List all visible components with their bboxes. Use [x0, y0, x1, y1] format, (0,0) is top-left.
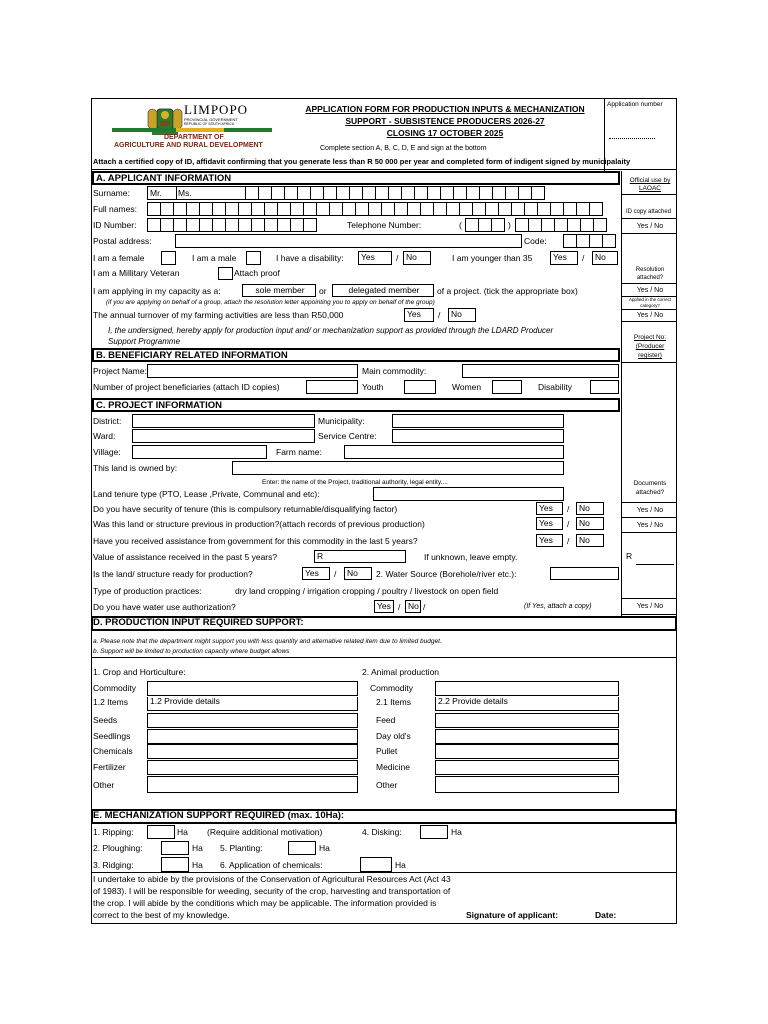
ploughing-ha: Ha: [192, 843, 203, 853]
id-number-label: ID Number:: [93, 220, 137, 230]
note-a: a. Please note that the department might support you with less quantity and alternative related item due to limited budget.: [93, 638, 442, 645]
unknown-label: If unknown, leave empty.: [424, 552, 518, 562]
chemicals-app-input[interactable]: [360, 857, 392, 872]
resolution-yes-no[interactable]: Yes / No: [636, 287, 664, 294]
district-label: District:: [93, 416, 122, 426]
slash: /: [423, 602, 426, 612]
slash: /: [567, 519, 570, 529]
value-assist-input[interactable]: R: [314, 550, 406, 563]
side-r-label: R: [626, 551, 633, 561]
application-number-field[interactable]: [609, 136, 655, 139]
side-line: [622, 309, 677, 310]
documents-yes-no-2[interactable]: Yes / No: [636, 522, 664, 529]
ripping-label: 1. Ripping:: [93, 827, 134, 837]
attach-proof-label: Attach proof: [234, 268, 280, 278]
youth-label: Youth: [362, 382, 384, 392]
closing-date: CLOSING 17 OCTOBER 2025: [386, 128, 504, 138]
animal-item-feed: Feed: [376, 715, 396, 725]
ripping-ha: Ha: [177, 827, 188, 837]
veteran-label: I am a Millitary Veteran: [93, 268, 180, 278]
animal-other-input[interactable]: [435, 776, 619, 793]
animal-commodity-input[interactable]: [435, 681, 619, 696]
assistance-label: Have you received assistance from government for this commodity in the last 5 years?: [93, 536, 418, 546]
official-use-label: Official use by: [629, 177, 671, 184]
slash: /: [438, 310, 441, 320]
form-title-line2: SUPPORT - SUBSISTENCE PRODUCERS 2026-27: [345, 116, 545, 126]
turnover-no[interactable]: No: [448, 308, 476, 322]
crop-item-fertilizer: Fertilizer: [93, 762, 126, 772]
animal-commodity-label: Commodity: [370, 683, 413, 693]
side-line: [622, 233, 677, 234]
crop-item-chemicals: Chemicals: [93, 746, 133, 756]
planting-input[interactable]: [288, 841, 316, 855]
section-b-title: B. BENEFICIARY RELATED INFORMATION: [92, 348, 620, 362]
ridging-ha: Ha: [192, 860, 203, 870]
note-b: b. Support will be limited to production capacity where budget allows: [93, 648, 290, 655]
undertaking-line2: of 1983). I will be responsible for weeding, security of the crop, harvesting and transportation of: [93, 886, 451, 896]
header-bottom-line: [91, 169, 677, 170]
resolution-label-1: Resolution: [635, 267, 665, 273]
slash: /: [396, 253, 399, 263]
side-line: [622, 598, 677, 599]
flag-stripe: [112, 128, 272, 132]
tenure-type-input[interactable]: [373, 487, 564, 501]
service-centre-input[interactable]: [392, 429, 564, 443]
turnover-label: The annual turnover of my farming activities are less than R50,000: [93, 310, 344, 320]
side-line: [622, 194, 677, 195]
male-label: I am a male: [192, 253, 237, 263]
animal-item-medicine: Medicine: [376, 762, 411, 772]
id-copy-label: ID copy attached: [626, 209, 672, 215]
applied-correct-1: Applied in the correct: [628, 297, 672, 302]
org-sub1: PROVINCIAL GOVERNMENT: [184, 117, 238, 122]
ward-input[interactable]: [132, 429, 315, 443]
water-auth-label: Do you have water use authorization?: [93, 602, 236, 612]
code-label: Code:: [524, 236, 547, 246]
crop-chemicals-input[interactable]: [147, 744, 358, 759]
or-label: or: [319, 286, 327, 296]
water-auth-yes-no[interactable]: Yes / No: [636, 603, 664, 610]
section-d-title: D. PRODUCTION INPUT REQUIRED SUPPORT:: [93, 617, 304, 628]
ready-label: Is the land/ structure ready for production?: [93, 569, 253, 579]
animal-day-olds-input[interactable]: [435, 729, 619, 744]
previous-yes[interactable]: Yes: [536, 517, 563, 530]
section-e-title: E. MECHANIZATION SUPPORT REQUIRED (max. 10Ha):: [93, 810, 345, 821]
animal-medicine-input[interactable]: [435, 760, 619, 775]
if-yes-note: (If Yes, attach a copy): [524, 603, 592, 610]
date-field[interactable]: [620, 918, 670, 920]
undertaking-line1: I undertake to abide by the provisions of the Conservation of Agricultural Resources Act (Act 43: [93, 874, 451, 884]
municipality-input[interactable]: [392, 414, 564, 428]
women-label: Women: [452, 382, 482, 392]
documents-label-1: Documents: [633, 480, 667, 487]
surname-boxes[interactable]: [147, 186, 544, 200]
main-commodity-input[interactable]: [462, 364, 619, 378]
declaration-line1: I, the undersigned, hereby apply for production input and/ or mechanization support as provided through the LDARD Producer: [108, 326, 554, 335]
ploughing-input[interactable]: [161, 841, 189, 855]
turnover-yes[interactable]: Yes: [404, 308, 434, 322]
enter-name-hint: Enter: the name of the Project, traditional authority, legal entity....: [262, 479, 448, 486]
practices-options[interactable]: dry land cropping / irrigation cropping / poultry / livestock on open field: [235, 586, 499, 596]
animal-feed-input[interactable]: [435, 713, 619, 728]
district-input[interactable]: [132, 414, 315, 428]
animal-pullet-input[interactable]: [435, 744, 619, 759]
disking-input[interactable]: [420, 825, 448, 839]
practices-label: Type of production practices:: [93, 586, 202, 596]
documents-label-2: attached?: [635, 489, 665, 496]
tel-number-boxes[interactable]: [515, 218, 606, 232]
section-e-bottom-line: [91, 872, 677, 873]
section-a-title: A. APPLICANT INFORMATION: [92, 171, 620, 185]
animal-item-pullet: Pullet: [376, 746, 398, 756]
slash: /: [334, 569, 337, 579]
project-no-3: register): [638, 352, 662, 359]
side-line: [622, 532, 677, 533]
project-no-1: Project No:: [633, 334, 667, 341]
org-sub2: REPUBLIC OF SOUTH AFRICA: [184, 122, 235, 126]
org-name: LIMPOPO: [184, 102, 249, 117]
of-project-label: of a project. (tick the appropriate box): [437, 286, 578, 296]
crop-details-header: 1.2 Provide details: [147, 697, 358, 711]
section-d-note-line: [91, 657, 677, 658]
dept-line1: DEPARTMENT OF: [164, 134, 224, 141]
animal-item-other: Other: [376, 780, 398, 790]
side-panel-divider: [621, 171, 622, 617]
animal-details-header: 2.2 Provide details: [435, 697, 619, 711]
previous-no[interactable]: No: [576, 517, 604, 530]
crop-commodity-label: Commodity: [93, 683, 136, 693]
side-line: [622, 321, 677, 322]
crop-fertilizer-input[interactable]: [147, 760, 358, 775]
main-commodity-label: Main commodity:: [362, 366, 427, 376]
postal-input[interactable]: [175, 234, 522, 248]
project-name-label: Project Name:: [93, 366, 147, 376]
signature-field[interactable]: [560, 918, 590, 920]
crop-other-input[interactable]: [147, 776, 358, 793]
ripping-input[interactable]: [147, 825, 175, 839]
group-note: (if you are applying on behalf of a group, attach the resolution letter appointing you to apply on behalf of the group): [106, 299, 435, 306]
previous-label: Was this land or structure previous in production?(attach records of previous production): [93, 519, 425, 529]
younger-no[interactable]: No: [592, 251, 618, 265]
application-number-label: Application number: [607, 101, 663, 108]
laoac-label: LAOAC: [638, 185, 662, 192]
disability-count-input[interactable]: [590, 380, 619, 394]
tel-area-boxes[interactable]: [465, 218, 504, 232]
side-line: [622, 218, 677, 219]
beneficiaries-input[interactable]: [306, 380, 358, 394]
crop-seedlings-input[interactable]: [147, 729, 358, 744]
capacity-label: I am applying in my capacity as a:: [93, 286, 221, 296]
id-copy-yes-no[interactable]: Yes / No: [636, 223, 664, 230]
female-label: I am a female: [93, 253, 145, 263]
attach-note: Attach a certified copy of ID, affidavit confirming that you generate less than R 50 000 per year and completed form of indigent signed by municipalaity: [93, 157, 631, 166]
disability-yes[interactable]: Yes: [358, 251, 392, 265]
mr-label: Mr.: [150, 188, 162, 198]
village-input[interactable]: [132, 445, 267, 459]
female-checkbox[interactable]: [161, 251, 176, 265]
limpopo-logo: [104, 100, 279, 155]
male-checkbox[interactable]: [246, 251, 261, 265]
full-names-boxes[interactable]: [147, 202, 602, 216]
owned-by-label: This land is owned by:: [93, 463, 178, 473]
municipality-label: Municipality:: [318, 416, 365, 426]
sole-member-option[interactable]: sole member: [242, 284, 316, 297]
service-centre-label: Service Centre:: [318, 431, 377, 441]
require-motivation: (Require additional motivation): [207, 827, 323, 837]
instructions: Complete section A, B, C, D, E and sign at the bottom: [320, 145, 487, 152]
ridging-input[interactable]: [161, 857, 189, 872]
ridging-label: 3. Ridging:: [93, 860, 134, 870]
slash: /: [567, 536, 570, 546]
project-name-input[interactable]: [147, 364, 358, 378]
telephone-label: Telephone Number:: [347, 220, 422, 230]
tel-close: ): [508, 220, 511, 230]
crop-item-seeds: Seeds: [93, 715, 118, 725]
disking-label: 4. Disking:: [362, 827, 402, 837]
water-source-input[interactable]: [550, 567, 619, 580]
village-label: Village:: [93, 447, 121, 457]
younger-label: I am younger than 35: [452, 253, 533, 263]
crop-title: 1. Crop and Horticulture:: [93, 667, 186, 677]
slash: /: [567, 504, 570, 514]
delegated-member-option[interactable]: delegated member: [332, 284, 434, 297]
assistance-no[interactable]: No: [576, 534, 604, 547]
farm-name-label: Farm name:: [276, 447, 322, 457]
disability-count-label: Disability: [538, 382, 573, 392]
dept-line2: AGRICULTURE AND RURAL DEVELOPMENT: [114, 142, 263, 149]
crop-seeds-input[interactable]: [147, 713, 358, 728]
ms-label: Ms.: [178, 188, 192, 198]
undertaking-line4: correct to the best of my knowledge.: [93, 910, 230, 920]
documents-yes-no-1[interactable]: Yes / No: [636, 507, 664, 514]
planting-label: 5. Planting:: [220, 843, 263, 853]
crop-item-seedlings: Seedlings: [93, 731, 131, 741]
side-line: [622, 614, 677, 615]
side-r-line: [636, 564, 674, 565]
planting-ha: Ha: [319, 843, 330, 853]
chemicals-app-label: 6. Application of chemicals:: [220, 860, 323, 870]
resolution-label-2: attached?: [636, 275, 664, 281]
value-assist-label: Value of assistance received in the past 5 years?: [93, 552, 278, 562]
farm-name-input[interactable]: [344, 445, 564, 459]
applied-correct-2: category?: [640, 303, 660, 308]
water-auth-no[interactable]: No: [405, 600, 421, 613]
code-boxes[interactable]: [563, 234, 615, 248]
signature-label: Signature of applicant:: [466, 910, 559, 920]
slash: /: [398, 602, 401, 612]
side-line: [622, 517, 677, 518]
crop-item-other: Other: [93, 780, 115, 790]
disability-label: I have a disability:: [276, 253, 344, 263]
slash: /: [582, 253, 585, 263]
id-number-boxes[interactable]: [147, 218, 316, 232]
crop-items-label: 1.2 Items: [93, 697, 128, 707]
side-line: [622, 362, 677, 363]
tenure-type-label: Land tenure type (PTO, Lease ,Private, Communal and etc):: [93, 489, 320, 499]
security-label: Do you have security of tenure (this is compulsory returnable/disqualifying factor): [93, 504, 398, 514]
security-yes[interactable]: Yes: [536, 502, 563, 515]
crop-commodity-input[interactable]: [147, 681, 358, 696]
water-source-label: 2. Water Source (Borehole/river etc.):: [376, 569, 517, 579]
animal-title: 2. Animal production: [362, 667, 440, 677]
water-auth-yes[interactable]: Yes: [374, 600, 394, 613]
disability-no[interactable]: No: [403, 251, 431, 265]
security-no[interactable]: No: [576, 502, 604, 515]
youth-input[interactable]: [404, 380, 436, 394]
owned-by-input[interactable]: [232, 461, 564, 475]
declaration-line2: Support Programme: [108, 337, 181, 346]
beneficiaries-label: Number of project beneficiaries (attach ID copies): [93, 382, 280, 392]
ploughing-label: 2. Ploughing:: [93, 843, 143, 853]
women-input[interactable]: [492, 380, 522, 394]
project-no-2: (Producer: [635, 343, 665, 350]
tel-open: (: [459, 220, 462, 230]
animal-item-day-olds: Day old's: [376, 731, 411, 741]
date-label: Date:: [595, 910, 617, 920]
younger-yes[interactable]: Yes: [550, 251, 578, 265]
surname-label: Surname:: [93, 188, 130, 198]
disking-ha: Ha: [451, 827, 462, 837]
undertaking-line3: the crop. I will abide by the conditions which may be applicable. The information provided is: [93, 898, 437, 908]
veteran-checkbox[interactable]: [218, 267, 233, 280]
side-line: [622, 283, 677, 284]
side-line: [622, 502, 677, 503]
section-c-title: C. PROJECT INFORMATION: [92, 398, 620, 412]
full-names-label: Full names:: [93, 204, 137, 214]
postal-label: Postal address:: [93, 236, 152, 246]
ward-label: Ward:: [93, 431, 116, 441]
form-title-line1: APPLICATION FORM FOR PRODUCTION INPUTS & MECHANIZATION: [305, 104, 585, 114]
chemicals-app-ha: Ha: [395, 860, 406, 870]
assistance-yes[interactable]: Yes: [536, 534, 563, 547]
ready-no[interactable]: No: [344, 567, 372, 580]
animal-items-label: 2.1 Items: [376, 697, 411, 707]
applied-correct-yes-no[interactable]: Yes / No: [636, 312, 664, 319]
ready-yes[interactable]: Yes: [302, 567, 330, 580]
